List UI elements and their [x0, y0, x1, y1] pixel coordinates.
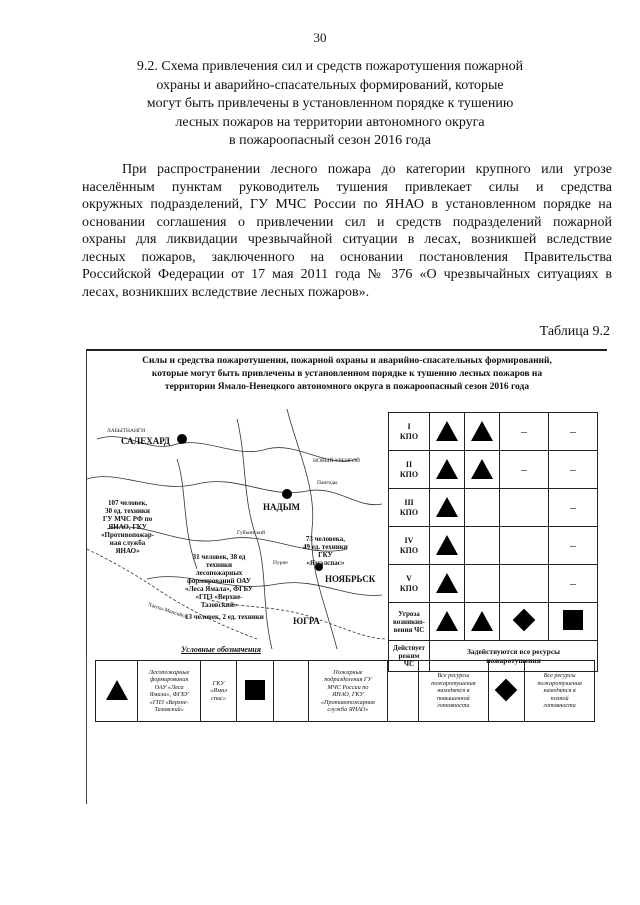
paragraph-line: лесных пожаров, заключенного на основании постановления Правительства: [82, 249, 612, 265]
triangle-icon: [436, 497, 458, 517]
symbol-cell: [465, 451, 500, 489]
triangle-icon: [471, 611, 493, 631]
symbol-cell: [430, 565, 465, 603]
kpo-label: IV КПО: [389, 527, 430, 565]
triangle-icon: [436, 459, 458, 479]
map-city-label: ЮГРА: [293, 616, 320, 626]
kpo-row: [389, 489, 598, 527]
legend-symbol-cell: [388, 661, 419, 722]
symbol-cell: [465, 527, 500, 565]
page-number: 30: [313, 30, 327, 45]
kpo-status-grid: [388, 412, 598, 672]
dash-cell: [500, 489, 549, 527]
dash-cell: –: [549, 413, 598, 451]
map-small-label: Пурпе: [273, 560, 288, 566]
city-marker: [177, 434, 187, 444]
paragraph-line: При распространении лесного пожара до категории крупного или угрозе: [122, 162, 612, 177]
legend-text: Все ресурсы пожаротушения находятся в повышенной готовности: [419, 661, 489, 722]
kpo-row: [389, 451, 598, 489]
map-small-label: Пангоды: [317, 480, 338, 486]
symbol-cell: [500, 603, 549, 641]
scanned-scheme-figure: [86, 349, 607, 668]
kpo-label: V КПО: [389, 565, 430, 603]
map-small-label: Ханты-Мансийск: [147, 601, 188, 621]
paragraph-line: лесах, возникших вследствие лесных пожаров».: [82, 284, 370, 300]
triangle-icon: [436, 535, 458, 555]
dash-cell: –: [500, 451, 549, 489]
scheme-title-line: территории Ямало-Ненецкого автономного округа в пожароопасный сезон 2016 года: [164, 382, 530, 392]
heading-line: лесных пожаров на территории автономного округа: [175, 114, 485, 130]
dash-cell: –: [549, 451, 598, 489]
map-city-label: НОЯБРЬСК: [325, 574, 376, 584]
triangle-icon: [471, 459, 493, 479]
map-forces-group: 13 человек, 2 ед. техники: [185, 613, 264, 621]
symbol-cell: [465, 603, 500, 641]
triangle-icon: [436, 611, 458, 631]
table-caption: Таблица 9.2: [539, 324, 610, 339]
map-small-label: ЛАБЫТНАНГИ: [107, 428, 146, 434]
legend-symbol-cell: [274, 661, 308, 722]
scheme-title-line: Силы и средства пожаротушения, пожарной охраны и аварийно-спасательных формирований,: [142, 356, 552, 366]
legend-text: Все ресурсы пожаротушения находятся в полной готовности: [525, 661, 595, 722]
kpo-label: II КПО: [389, 451, 430, 489]
diamond-icon: [513, 608, 536, 631]
scheme-title-line: которые могут быть привлечены в установленном порядке к тушению лесных пожаров на: [151, 369, 543, 379]
kpo-label: Угроза возникно- вения ЧС: [389, 603, 430, 641]
map-forces-group: 31 человек, 38 ед техники лесопожарных формирований ОАУ «Леса Ямала», ФГБУ «ГПЗ «Верхне- Тазовский»: [185, 553, 254, 609]
dash-cell: –: [549, 527, 598, 565]
all-resources-label: Задействуются все ресурсы пожаротушения: [430, 641, 598, 672]
legend-symbol-cell: [488, 661, 524, 722]
map-city-label: САЛЕХАРД: [121, 436, 170, 446]
legend-symbol-cell: [96, 661, 138, 722]
map-small-label: НОВЫЙ УРЕНГОЙ: [313, 458, 361, 464]
paragraph-line: охраны для ликвидации чрезвычайной ситуации в лесах, возникшей вследствие: [82, 232, 612, 247]
map-forces-group: 107 человек, 30 ед. техники ГУ МЧС РФ по ЯНАО, ГКУ «Противопожар- ная служба ЯНАО»: [101, 499, 155, 555]
emergency-mode-label: Действует режим ЧС: [389, 641, 430, 672]
dash-cell: –: [549, 565, 598, 603]
legend-text: ГКУ «Ямал спас»: [200, 661, 237, 722]
symbol-cell: [465, 565, 500, 603]
symbol-cell: [430, 527, 465, 565]
triangle-icon: [471, 421, 493, 441]
heading-line: могут быть привлечены в установленном порядке к тушению: [146, 96, 514, 111]
symbol-cell: [430, 489, 465, 527]
kpo-row: [389, 565, 598, 603]
kpo-row: [389, 413, 598, 451]
legend-text: Лесопожарные формирования ОАУ «Леса Ямала», ФГБУ «ГПЗ «Верхне- Тазовский»: [138, 661, 200, 722]
legend-heading: Условные обозначения: [181, 645, 261, 654]
square-icon: [245, 680, 265, 700]
legend-row: [96, 661, 595, 722]
symbol-cell: [549, 603, 598, 641]
symbol-cell: [430, 451, 465, 489]
map-city-label: НАДЫМ: [263, 502, 301, 512]
legend-table: [95, 660, 595, 722]
paragraph-line: Российской Федерации от 17 мая 2011 года № 376 «О чрезвычайных ситуациях в: [82, 267, 612, 282]
heading-line: в пожароопасный сезон 2016 года: [229, 133, 431, 148]
legend-symbol-cell: [237, 661, 274, 722]
triangle-icon: [436, 573, 458, 593]
kpo-row: [389, 603, 598, 641]
kpo-label: I КПО: [389, 413, 430, 451]
legend-text: Пожарные подразделения ГУ МЧС России по ЯНАО, ГКУ «Противопожарная служба ЯНАО»: [308, 661, 388, 722]
city-marker: [282, 489, 292, 499]
triangle-icon: [436, 421, 458, 441]
body-paragraph: [82, 161, 612, 301]
margin-line: [86, 654, 87, 804]
section-heading: [95, 58, 565, 151]
heading-line: 9.2. Схема привлечения сил и средств пожаротушения пожарной: [136, 59, 524, 74]
paragraph-line: основании соглашения о привлечении сил и средств подразделений пожарной: [82, 214, 612, 230]
square-icon: [563, 610, 583, 630]
symbol-cell: [465, 489, 500, 527]
diamond-icon: [495, 678, 518, 701]
symbol-cell: [430, 603, 465, 641]
dash-cell: –: [549, 489, 598, 527]
symbol-cell: [430, 413, 465, 451]
paragraph-line: окружных подразделений, ГУ МЧС России по ЯНАО в установленном порядке на: [82, 197, 612, 212]
scheme-title: [87, 355, 607, 394]
kpo-row: [389, 527, 598, 565]
dash-cell: [500, 565, 549, 603]
map-forces-group: 73 человека, 49 ед. техники ГКУ «Ямалспас»: [303, 535, 348, 567]
dash-cell: –: [500, 413, 549, 451]
paragraph-line: населённым пунктам руководитель тушения привлекает силы и средства: [82, 179, 612, 195]
map-small-label: Губкинский: [237, 530, 266, 536]
dash-cell: [500, 527, 549, 565]
symbol-cell: [465, 413, 500, 451]
triangle-icon: [106, 680, 128, 700]
kpo-label: III КПО: [389, 489, 430, 527]
region-map: [87, 399, 387, 655]
heading-line: охраны и аварийно-спасательных формирований, которые: [156, 77, 504, 93]
